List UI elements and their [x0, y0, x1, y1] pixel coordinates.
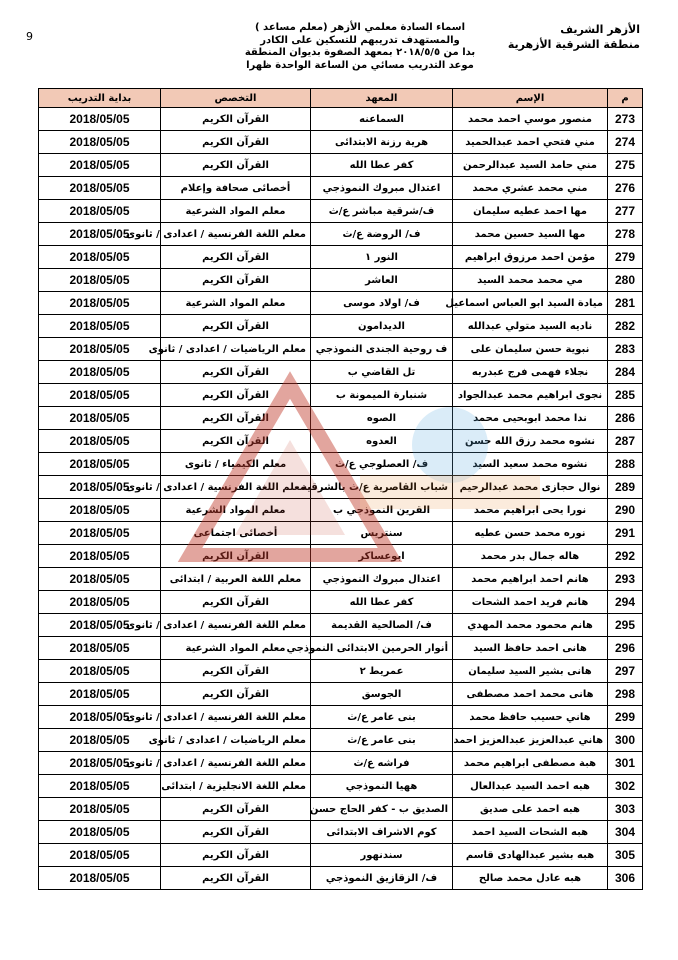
heading-line-1: اسماء السادة معلمي الأزهر (معلم مساعد ): [254, 22, 466, 33]
row-specialty: القرآن الكريم: [161, 246, 311, 269]
row-institute: بنى عامر ع/ث: [311, 729, 453, 752]
row-specialty: معلم الرياضيات / اعدادى / ثانوى: [161, 338, 311, 361]
table-row: [39, 706, 643, 729]
row-specialty: معلم اللغة الانجليزية / ابتدائى: [161, 775, 311, 798]
row-institute: القرين النموذجي ب: [311, 499, 453, 522]
row-institute: فراشه ع/ث: [311, 752, 453, 775]
row-name: نجوى ابراهيم محمد عبدالجواد: [453, 384, 608, 407]
row-name: هاني عبدالعزيز عبدالعزيز احمد: [453, 729, 608, 752]
row-num: 297: [608, 660, 643, 683]
table-row: [39, 729, 643, 752]
row-specialty: القرآن الكريم: [161, 660, 311, 683]
row-name: مني حامد السيد عبدالرحمن: [453, 154, 608, 177]
row-name: هانى احمد حافظ السيد: [453, 637, 608, 660]
row-name: هبة مصطفى ابراهيم محمد: [453, 752, 608, 775]
row-institute: شباب القاصرية ع/ث بالشرقية: [311, 476, 453, 499]
row-institute: اعتدال مبروك النموذجي: [311, 568, 453, 591]
row-name: نشوه محمد رزق الله حسن: [453, 430, 608, 453]
row-institute: كوم الاشراف الابتدائى: [311, 821, 453, 844]
row-specialty: معلم المواد الشرعية: [161, 200, 311, 223]
table-row: [39, 660, 643, 683]
row-institute: تل القاضي ب: [311, 361, 453, 384]
table-row: [39, 315, 643, 338]
row-start-date: 2018/05/05: [39, 545, 161, 568]
table-row: [39, 108, 643, 131]
row-specialty: القرآن الكريم: [161, 131, 311, 154]
row-specialty: معلم اللغة الفرنسية / اعدادى / ثانوى: [161, 614, 311, 637]
table-row: [39, 269, 643, 292]
row-num: 292: [608, 545, 643, 568]
row-name: مؤمن احمد مرزوق ابراهيم: [453, 246, 608, 269]
row-specialty: القرآن الكريم: [161, 384, 311, 407]
row-specialty: معلم الكيمياء / ثانوى: [161, 453, 311, 476]
row-num: 294: [608, 591, 643, 614]
row-name: هانى بشير السيد سليمان: [453, 660, 608, 683]
table-row: [39, 821, 643, 844]
table-row: [39, 177, 643, 200]
row-num: 289: [608, 476, 643, 499]
row-start-date: 2018/05/05: [39, 591, 161, 614]
row-start-date: 2018/05/05: [39, 706, 161, 729]
row-start-date: 2018/05/05: [39, 775, 161, 798]
row-num: 287: [608, 430, 643, 453]
table-row: [39, 154, 643, 177]
table-row: [39, 867, 643, 890]
row-name: هاله جمال بدر محمد: [453, 545, 608, 568]
row-num: 296: [608, 637, 643, 660]
row-institute: ف/ العصلوجي ع/ث: [311, 453, 453, 476]
row-start-date: 2018/05/05: [39, 200, 161, 223]
row-institute: الديدامون: [311, 315, 453, 338]
row-start-date: 2018/05/05: [39, 844, 161, 867]
row-institute: ف/شرقية مباشر ع/ث: [311, 200, 453, 223]
row-num: 274: [608, 131, 643, 154]
row-num: 283: [608, 338, 643, 361]
row-num: 278: [608, 223, 643, 246]
row-specialty: أخصائى اجتماعى: [161, 522, 311, 545]
row-specialty: القرآن الكريم: [161, 269, 311, 292]
table-row: [39, 338, 643, 361]
row-start-date: 2018/05/05: [39, 522, 161, 545]
row-start-date: 2018/05/05: [39, 660, 161, 683]
heading-line-4: موعد التدريب مسائي من الساعة الواحدة ظهرا: [246, 59, 474, 71]
row-name: مها السيد حسين محمد: [453, 223, 608, 246]
row-start-date: 2018/05/05: [39, 338, 161, 361]
row-specialty: القرآن الكريم: [161, 844, 311, 867]
row-name: نبوية حسن سليمان على: [453, 338, 608, 361]
organization-header: [508, 22, 640, 52]
row-num: 291: [608, 522, 643, 545]
table-row: [39, 246, 643, 269]
row-start-date: 2018/05/05: [39, 361, 161, 384]
row-institute: أنوار الحرمين الابتدائى النموذجي: [311, 637, 453, 660]
row-start-date: 2018/05/05: [39, 384, 161, 407]
row-start-date: 2018/05/05: [39, 476, 161, 499]
row-num: 305: [608, 844, 643, 867]
row-institute: الصديق ب - كفر الحاج حسن: [311, 798, 453, 821]
header-num: م: [608, 89, 643, 108]
row-name: نوال حجازى محمد عبدالرحيم: [453, 476, 608, 499]
table-row: [39, 752, 643, 775]
row-num: 299: [608, 706, 643, 729]
row-num: 302: [608, 775, 643, 798]
row-start-date: 2018/05/05: [39, 154, 161, 177]
row-start-date: 2018/05/05: [39, 683, 161, 706]
header-specialty: التخصص: [161, 89, 311, 108]
row-name: مي محمد محمد السيد: [453, 269, 608, 292]
row-institute: كفر عطا الله: [311, 591, 453, 614]
row-start-date: 2018/05/05: [39, 568, 161, 591]
row-institute: العاشر: [311, 269, 453, 292]
row-start-date: 2018/05/05: [39, 798, 161, 821]
row-specialty: القرآن الكريم: [161, 821, 311, 844]
row-institute: ف/ الزقازيق النموذجي: [311, 867, 453, 890]
row-specialty: معلم اللغة الفرنسية / اعدادى / ثانوى: [161, 476, 311, 499]
row-num: 286: [608, 407, 643, 430]
row-institute: سندنهور: [311, 844, 453, 867]
row-name: نورا يحى ابراهيم محمد: [453, 499, 608, 522]
row-institute: ف/ اولاد موسى: [311, 292, 453, 315]
row-specialty: معلم الرياضيات / اعدادى / ثانوى: [161, 729, 311, 752]
row-institute: ههيا النموذجي: [311, 775, 453, 798]
row-start-date: 2018/05/05: [39, 867, 161, 890]
row-specialty: معلم اللغة العربية / ابتدائى: [161, 568, 311, 591]
header-start-date: بداية التدريب: [39, 89, 161, 108]
row-name: مني فتحي احمد عبدالحميد: [453, 131, 608, 154]
row-start-date: 2018/05/05: [39, 315, 161, 338]
row-start-date: 2018/05/05: [39, 729, 161, 752]
row-name: هانم احمد ابراهيم محمد: [453, 568, 608, 591]
row-specialty: القرآن الكريم: [161, 591, 311, 614]
row-start-date: 2018/05/05: [39, 637, 161, 660]
row-name: مها احمد عطيه سليمان: [453, 200, 608, 223]
table-row: [39, 407, 643, 430]
row-specialty: القرآن الكريم: [161, 108, 311, 131]
table-row: [39, 591, 643, 614]
table-row: [39, 545, 643, 568]
row-name: نشوه محمد سعيد السيد: [453, 453, 608, 476]
row-start-date: 2018/05/05: [39, 821, 161, 844]
row-institute: الجوسق: [311, 683, 453, 706]
row-name: هانم محمود محمد المهدي: [453, 614, 608, 637]
row-start-date: 2018/05/05: [39, 223, 161, 246]
row-specialty: القرآن الكريم: [161, 683, 311, 706]
row-institute: شنبارة الميمونة ب: [311, 384, 453, 407]
row-name: ناديه السيد متولي عبدالله: [453, 315, 608, 338]
row-name: ندا محمد ابوبحيى محمد: [453, 407, 608, 430]
row-start-date: 2018/05/05: [39, 499, 161, 522]
row-institute: هرية رزنة الابتدائى: [311, 131, 453, 154]
row-num: 276: [608, 177, 643, 200]
row-specialty: معلم المواد الشرعية: [161, 499, 311, 522]
table-row: [39, 476, 643, 499]
row-num: 282: [608, 315, 643, 338]
row-specialty: القرآن الكريم: [161, 361, 311, 384]
row-name: هبه احمد على صديق: [453, 798, 608, 821]
row-num: 298: [608, 683, 643, 706]
row-num: 306: [608, 867, 643, 890]
row-num: 280: [608, 269, 643, 292]
row-name: مني محمد عشري محمد: [453, 177, 608, 200]
row-specialty: معلم المواد الشرعية: [161, 637, 311, 660]
row-institute: بنى عامر ع/ث: [311, 706, 453, 729]
table-row: [39, 453, 643, 476]
table-row: [39, 200, 643, 223]
row-num: 281: [608, 292, 643, 315]
row-institute: ف روحية الجندى النموذجي: [311, 338, 453, 361]
row-specialty: معلم اللغة الفرنسية / اعدادى / ثانوى: [161, 223, 311, 246]
table-row: [39, 131, 643, 154]
row-start-date: 2018/05/05: [39, 407, 161, 430]
row-institute: ابوعساكر: [311, 545, 453, 568]
row-num: 293: [608, 568, 643, 591]
row-institute: ف/ الروضة ع/ث: [311, 223, 453, 246]
row-num: 295: [608, 614, 643, 637]
row-institute: النور ١: [311, 246, 453, 269]
table-row: [39, 775, 643, 798]
row-name: هاني حسيب حافظ محمد: [453, 706, 608, 729]
row-start-date: 2018/05/05: [39, 108, 161, 131]
row-num: 285: [608, 384, 643, 407]
organization-line-2: منطقة الشرقية الأزهرية: [507, 38, 640, 51]
row-start-date: 2018/05/05: [39, 177, 161, 200]
row-num: 277: [608, 200, 643, 223]
row-num: 304: [608, 821, 643, 844]
row-institute: العدوه: [311, 430, 453, 453]
row-num: 273: [608, 108, 643, 131]
row-name: هانم فريد احمد الشحات: [453, 591, 608, 614]
table-row: [39, 361, 643, 384]
row-num: 303: [608, 798, 643, 821]
row-name: نوره محمد حسن عطيه: [453, 522, 608, 545]
row-name: نجلاء فهمى فرج عبدربه: [453, 361, 608, 384]
row-name: ميادة السيد ابو العباس اسماعيل: [453, 292, 608, 315]
heading-line-3: بدا من ٢٠١٨/٥/٥ بمعهد الصفوة بديوان المنطقة: [244, 47, 476, 58]
row-institute: كفر عطا الله: [311, 154, 453, 177]
row-specialty: القرآن الكريم: [161, 430, 311, 453]
header-name: الإسم: [453, 89, 608, 108]
table-row: [39, 522, 643, 545]
row-institute: الصوه: [311, 407, 453, 430]
row-institute: السماعنه: [311, 108, 453, 131]
table-row: [39, 568, 643, 591]
table-header-row: [39, 89, 643, 108]
table-row: [39, 637, 643, 660]
row-specialty: أخصائى صحافة وإعلام: [161, 177, 311, 200]
row-num: 279: [608, 246, 643, 269]
document-heading: [200, 22, 520, 72]
row-start-date: 2018/05/05: [39, 131, 161, 154]
row-institute: سنتريس: [311, 522, 453, 545]
row-institute: عمريط ٢: [311, 660, 453, 683]
row-specialty: القرآن الكريم: [161, 407, 311, 430]
organization-line-1: الأزهر الشريف: [560, 23, 640, 36]
row-specialty: القرآن الكريم: [161, 154, 311, 177]
row-num: 300: [608, 729, 643, 752]
row-institute: ف/ الصالحية القديمة: [311, 614, 453, 637]
row-specialty: معلم المواد الشرعية: [161, 292, 311, 315]
row-num: 284: [608, 361, 643, 384]
table-body: [39, 108, 643, 890]
teachers-table: [38, 88, 643, 890]
row-num: 275: [608, 154, 643, 177]
row-specialty: القرآن الكريم: [161, 867, 311, 890]
table-row: [39, 683, 643, 706]
row-num: 288: [608, 453, 643, 476]
row-name: هبه احمد السيد عبدالعال: [453, 775, 608, 798]
row-start-date: 2018/05/05: [39, 614, 161, 637]
row-start-date: 2018/05/05: [39, 453, 161, 476]
table-row: [39, 223, 643, 246]
table-row: [39, 384, 643, 407]
row-start-date: 2018/05/05: [39, 246, 161, 269]
row-specialty: القرآن الكريم: [161, 545, 311, 568]
row-num: 301: [608, 752, 643, 775]
row-name: هبه عادل محمد صالح: [453, 867, 608, 890]
row-institute: اعتدال مبروك النموذجي: [311, 177, 453, 200]
table-row: [39, 844, 643, 867]
row-specialty: القرآن الكريم: [161, 315, 311, 338]
header-institute: المعهد: [311, 89, 453, 108]
table-row: [39, 430, 643, 453]
row-name: هبه بشير عبدالهادى قاسم: [453, 844, 608, 867]
table-row: [39, 798, 643, 821]
heading-line-2: والمستهدف تدريبهم للتسكين على الكادر: [260, 34, 460, 46]
page-number: 9: [26, 30, 33, 43]
row-name: منصور موسي احمد محمد: [453, 108, 608, 131]
row-num: 290: [608, 499, 643, 522]
row-name: هبه الشحات السيد احمد: [453, 821, 608, 844]
row-start-date: 2018/05/05: [39, 752, 161, 775]
table-row: [39, 292, 643, 315]
row-specialty: معلم اللغة الفرنسية / اعدادى / ثانوى: [161, 706, 311, 729]
table-row: [39, 499, 643, 522]
row-start-date: 2018/05/05: [39, 292, 161, 315]
row-specialty: معلم اللغة الفرنسية / اعدادى / ثانوى: [161, 752, 311, 775]
row-specialty: القرآن الكريم: [161, 798, 311, 821]
row-start-date: 2018/05/05: [39, 269, 161, 292]
row-name: هانى محمد احمد مصطفى: [453, 683, 608, 706]
table-row: [39, 614, 643, 637]
row-start-date: 2018/05/05: [39, 430, 161, 453]
